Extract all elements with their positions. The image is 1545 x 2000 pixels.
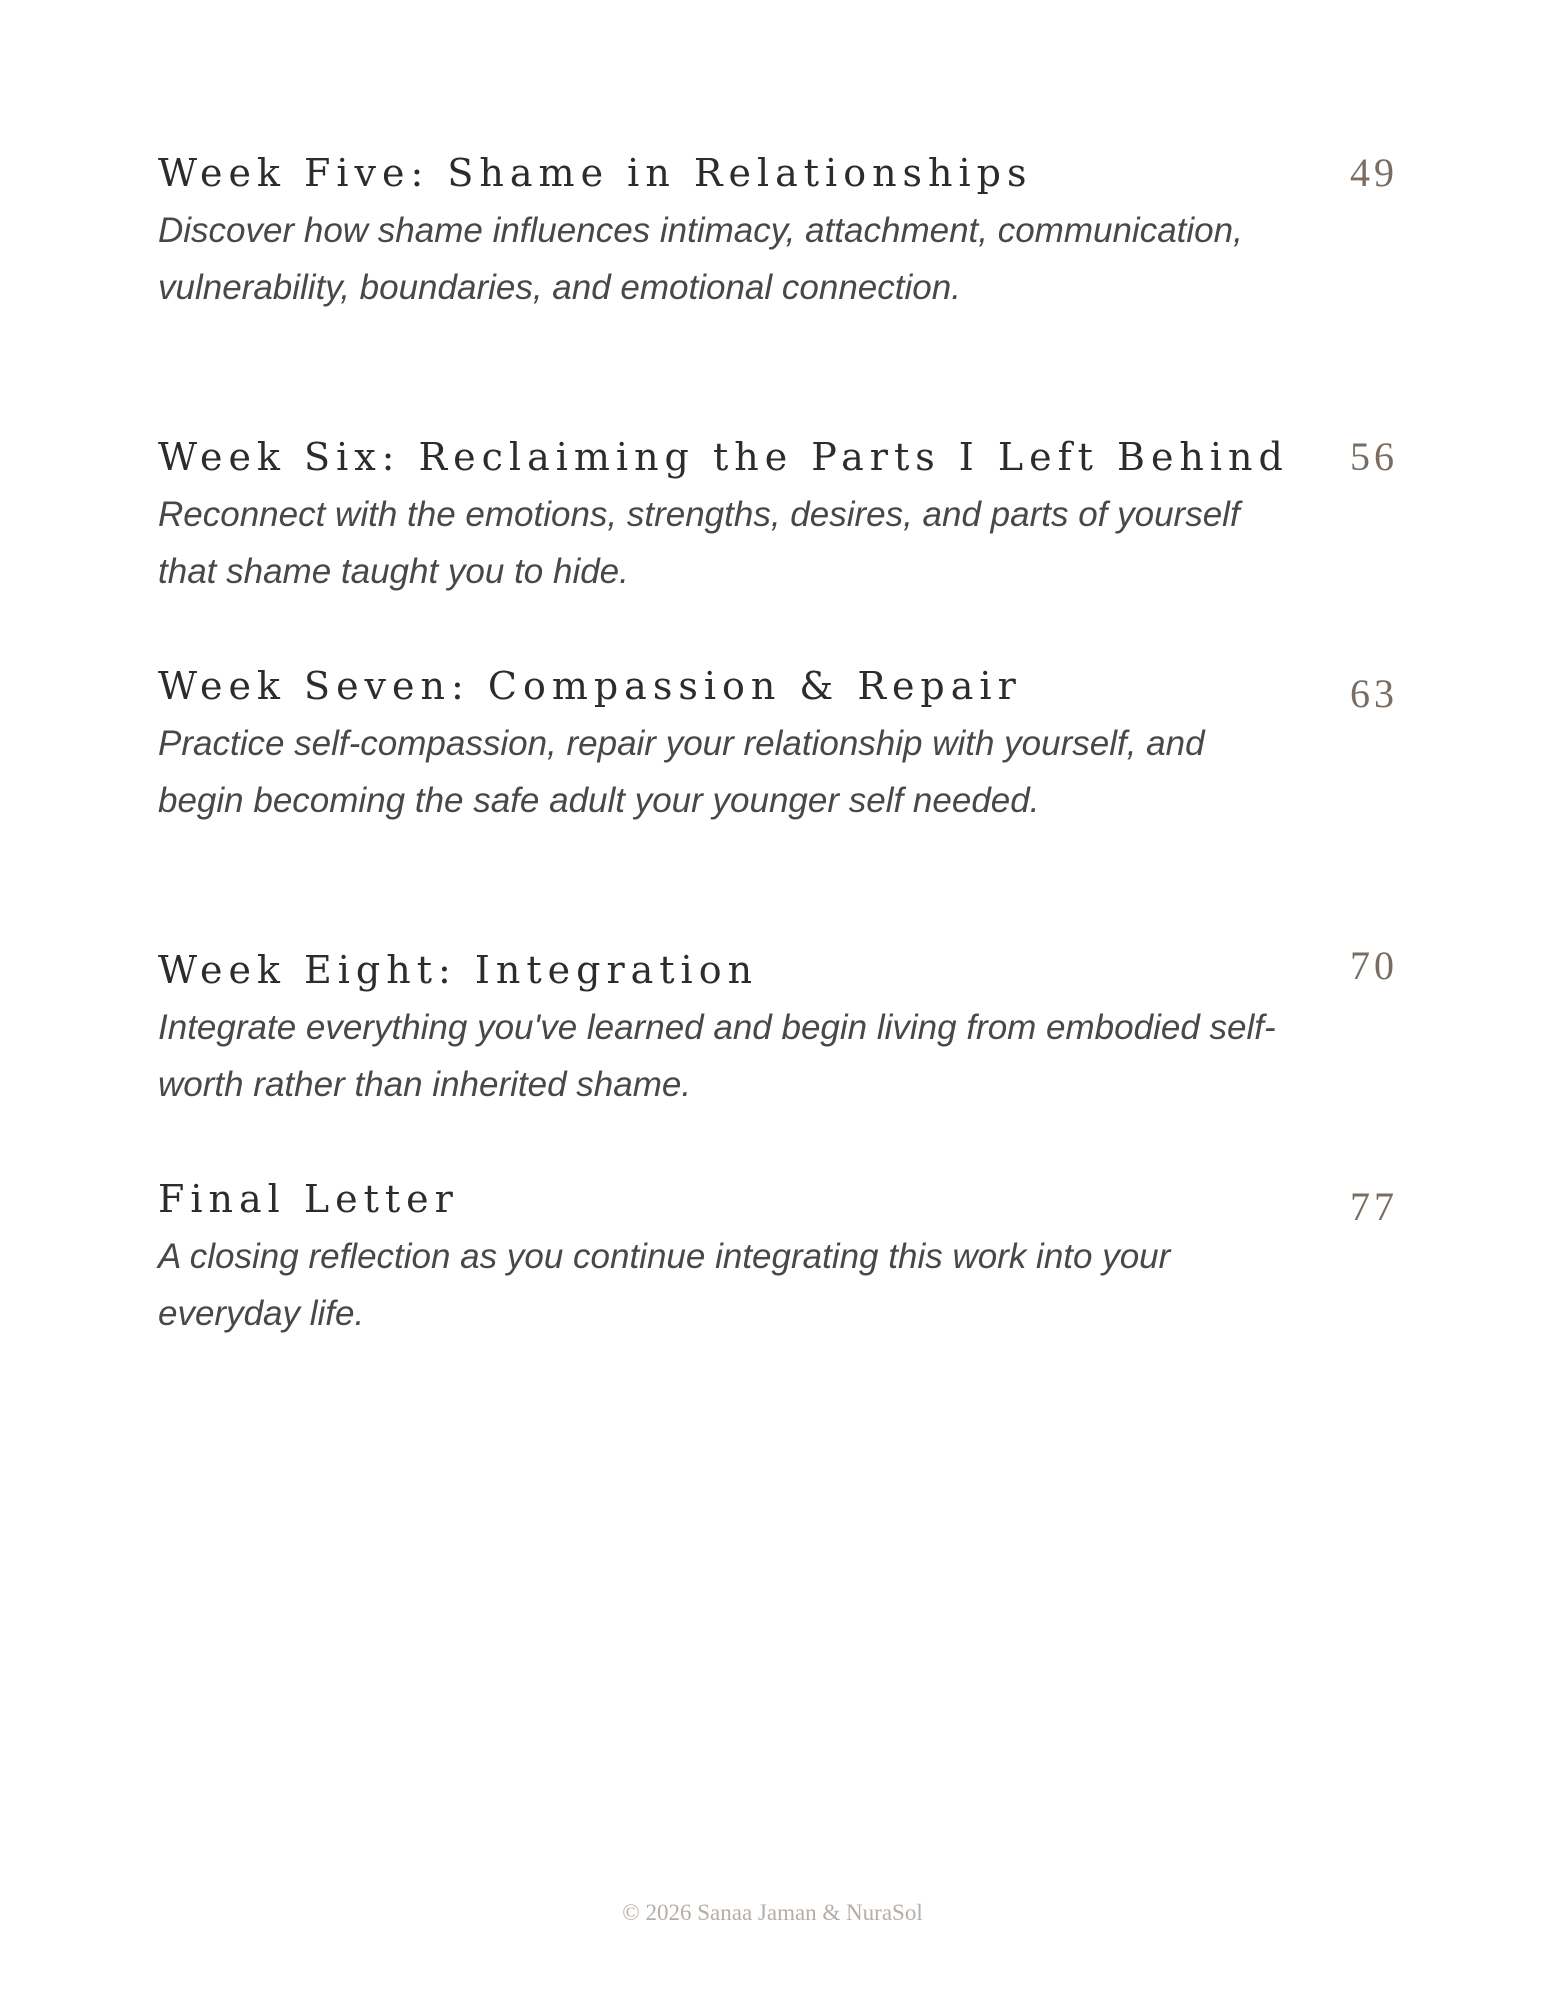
- entry-page-number: 56: [1350, 434, 1398, 479]
- entry-description: Integrate everything you've learned and begin living from embodied self-worth rather than inherited shame.: [158, 1008, 1276, 1104]
- entry-page-number: 70: [1350, 943, 1398, 988]
- entry-description: Practice self-compassion, repair your relationship with yourself, and begin becoming the safe adult your younger self needed.: [158, 724, 1205, 820]
- entry-title: Week Seven: Compassion & Repair: [158, 664, 1022, 708]
- entry-title: Week Eight: Integration: [158, 948, 759, 992]
- entry-page-number: 49: [1350, 150, 1398, 195]
- entry-page-number: 77: [1350, 1184, 1398, 1229]
- entry-description: Reconnect with the emotions, strengths, desires, and parts of yourself that shame taught you to hide.: [158, 495, 1240, 591]
- entry-description: Discover how shame influences intimacy, attachment, communication, vulnerability, boundaries, and emotional connection.: [158, 211, 1243, 307]
- entry-title: Final Letter: [158, 1177, 459, 1221]
- entry-description: A closing reflection as you continue integrating this work into your everyday life.: [158, 1237, 1171, 1333]
- toc-entry-week-six[interactable]: [158, 430, 1398, 600]
- toc-entry-final-letter[interactable]: [158, 1172, 1398, 1342]
- entry-title: Week Six: Reclaiming the Parts I Left Behind: [158, 435, 1289, 479]
- toc-entry-week-seven[interactable]: [158, 659, 1398, 829]
- entry-title: Week Five: Shame in Relationships: [158, 151, 1033, 195]
- toc-entry-week-eight[interactable]: [158, 943, 1398, 1113]
- toc-entry-week-five[interactable]: [158, 146, 1398, 316]
- entry-page-number: 63: [1350, 671, 1398, 716]
- copyright-footer: © 2026 Sanaa Jaman & NuraSol: [622, 1900, 923, 1925]
